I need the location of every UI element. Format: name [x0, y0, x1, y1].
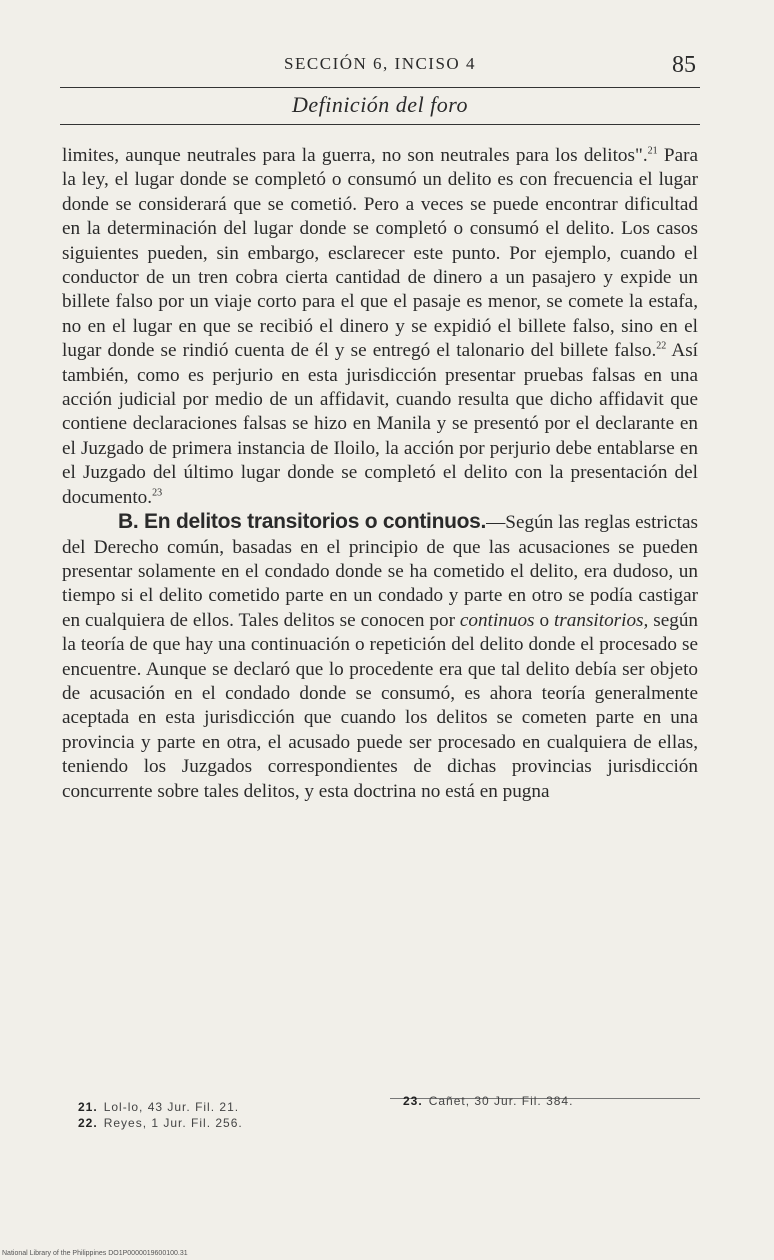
footnote-21	[78, 1100, 239, 1114]
footnote-ref-23: 23	[152, 487, 163, 499]
section-label: SECCIÓN 6, INCISO 4	[284, 54, 476, 73]
paragraph-1	[62, 144, 698, 510]
header-rule-bottom	[60, 124, 700, 125]
running-subtitle: Definición del foro	[291, 92, 469, 117]
footnote-ref-21: 21	[647, 145, 658, 157]
header-rule-top	[60, 87, 700, 88]
footnote-23-number: 23.	[403, 1094, 423, 1108]
footnote-21-number: 21.	[78, 1100, 98, 1114]
paragraph-2-part-b: o	[534, 609, 554, 631]
footnote-ref-22: 22	[656, 340, 667, 352]
running-head	[60, 52, 700, 82]
footnote-23	[403, 1094, 573, 1108]
footnote-22-number: 22.	[78, 1116, 98, 1130]
paragraph-2-part-a: —Según las reglas estrictas del Derecho común, basadas en el principio de que las acusaciones se pueden presentar solamente en el condado donde se ha cometido el delito, era dudoso, un tiempo si el delito cometido parte en un condado y parte en otro se podía castigar en cualquiera de ellos. Tales delitos se conocen por	[62, 512, 698, 631]
paragraph-1-part-a: limites, aunque neutrales para la guerra, no son neutrales para los delitos".	[62, 145, 648, 166]
library-watermark: National Library of the Philippines DO1P0000019600100.31	[2, 1250, 188, 1257]
section-b-heading: B. En delitos transitorios o continuos.	[118, 510, 487, 534]
page-number: 85	[672, 52, 696, 78]
footnote-22	[78, 1116, 243, 1130]
term-continuos: continuos	[459, 609, 535, 631]
footnotes	[78, 1094, 638, 1140]
paragraph-1-part-b: Para la ley, el lugar donde se completó o consumó un delito es con frecuencia el lugar donde se considerará que se cometió. Pero a veces se puede encontrar dificultad en la determinación del lugar donde se completó o consumó el delito. Los casos siguientes pueden, sin embargo, esclarecer este punto. Por ejemplo, cuando el conductor de un tren cobra cierta cantidad de dinero a un pasajero y expide un billete falso por un viaje corto para el que el pasaje es menor, se comete la estafa, no en el lugar en que se recibió el dinero y se expidió el billete falso, sino en el lugar donde se rindió cuenta de él y se entregó el talonario del billete falso.	[62, 145, 699, 362]
body-text	[62, 144, 698, 804]
paragraph-1-part-c: Así también, como es perjurio en esta jurisdicción presentar pruebas falsas en una acción judicial por medio de un affidavit, cuando resulta que dicho affidavit que contiene declaraciones falsas se hizo en Manila y se presentó por el declarante en el Juzgado de primera instancia de Iloilo, la acción por perjurio debe entablarse en el Juzgado del último lugar donde se completó el delito con la presentación del documento.	[62, 340, 698, 508]
term-transitorios: transitorios,	[553, 609, 649, 631]
footnote-21-text: Lol-lo, 43 Jur. Fil. 21.	[103, 1100, 240, 1114]
paragraph-2	[62, 510, 698, 804]
footnote-22-text: Reyes, 1 Jur. Fil. 256.	[103, 1116, 243, 1130]
paragraph-2-part-c: según la teoría de que hay una continuación o repetición del delito donde el procesado se encuentre. Aunque se declaró que lo procedente era que tal delito debía ser objeto de acusación en el condado donde se consumó, es ahora teoría generalmente aceptada en esta jurisdicción que cuando los delitos se cometen parte en una provincia y parte en otra, el acusado puede ser procesado en cualquiera de ellas, teniendo los Juzgados correspondientes de dichas provincias jurisdicción concurrente sobre tales delitos, y esta doctrina no está en pugna	[62, 609, 699, 802]
footnote-23-text: Cañet, 30 Jur. Fil. 384.	[428, 1094, 574, 1108]
